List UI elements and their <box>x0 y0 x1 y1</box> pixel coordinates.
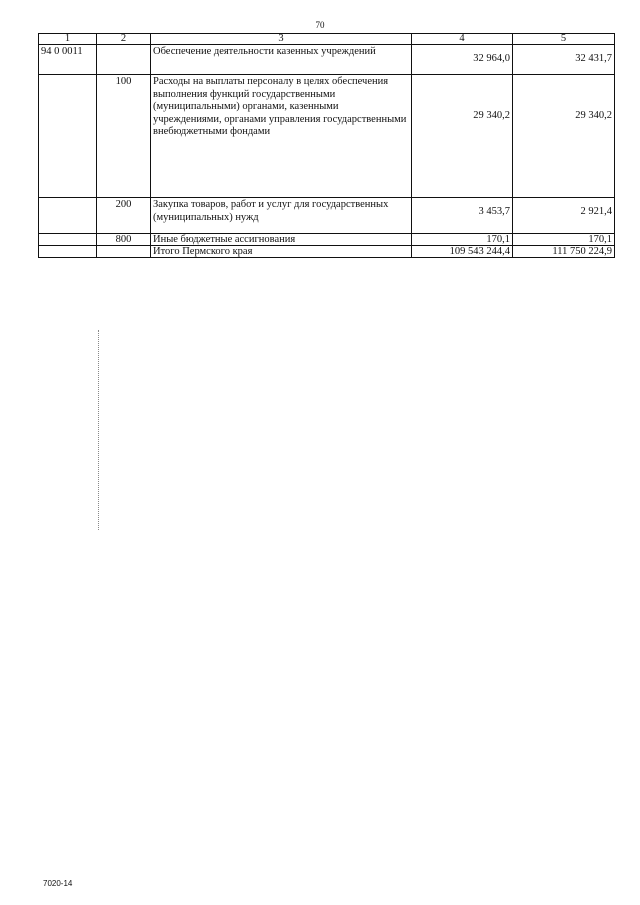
row-code <box>39 198 97 234</box>
row-value-5: 2 921,4 <box>513 198 615 234</box>
table-row <box>39 234 615 246</box>
row-name: Итого Пермского края <box>151 246 412 258</box>
row-value-4: 3 453,7 <box>412 198 513 234</box>
row-value-4: 29 340,2 <box>412 75 513 198</box>
row-value-4: 170,1 <box>412 234 513 246</box>
header-col-3: 3 <box>151 34 412 45</box>
header-col-2: 2 <box>97 34 151 45</box>
footer-code: 7020-14 <box>43 879 73 888</box>
table-row <box>39 45 615 75</box>
page-number: 70 <box>315 20 325 30</box>
header-col-5: 5 <box>513 34 615 45</box>
row-value-5: 111 750 224,9 <box>513 246 615 258</box>
table-header-row <box>39 34 615 45</box>
row-type <box>97 45 151 75</box>
header-col-4: 4 <box>412 34 513 45</box>
row-code <box>39 75 97 198</box>
row-value-4: 109 543 244,4 <box>412 246 513 258</box>
row-name: Иные бюджетные ассигнования <box>151 234 412 246</box>
row-code <box>39 246 97 258</box>
table-row <box>39 198 615 234</box>
row-value-5: 29 340,2 <box>513 75 615 198</box>
row-type: 800 <box>97 234 151 246</box>
row-name: Расходы на выплаты персоналу в целях обеспечения выполнения функций государственными (муниципальными) органами, казенными учреждениями, органами управления государственными внебюджетными фондами <box>151 75 412 198</box>
row-value-5: 170,1 <box>513 234 615 246</box>
row-type: 200 <box>97 198 151 234</box>
budget-table <box>38 33 615 258</box>
row-type: 100 <box>97 75 151 198</box>
row-value-5: 32 431,7 <box>513 45 615 75</box>
row-code: 94 0 0011 <box>39 45 97 75</box>
row-name: Закупка товаров, работ и услуг для государственных (муниципальных) нужд <box>151 198 412 234</box>
row-name: Обеспечение деятельности казенных учреждений <box>151 45 412 75</box>
row-value-4: 32 964,0 <box>412 45 513 75</box>
table-row <box>39 75 615 198</box>
header-col-1: 1 <box>39 34 97 45</box>
row-code <box>39 234 97 246</box>
scan-margin-mark <box>98 330 100 530</box>
row-type <box>97 246 151 258</box>
table-total-row <box>39 246 615 258</box>
